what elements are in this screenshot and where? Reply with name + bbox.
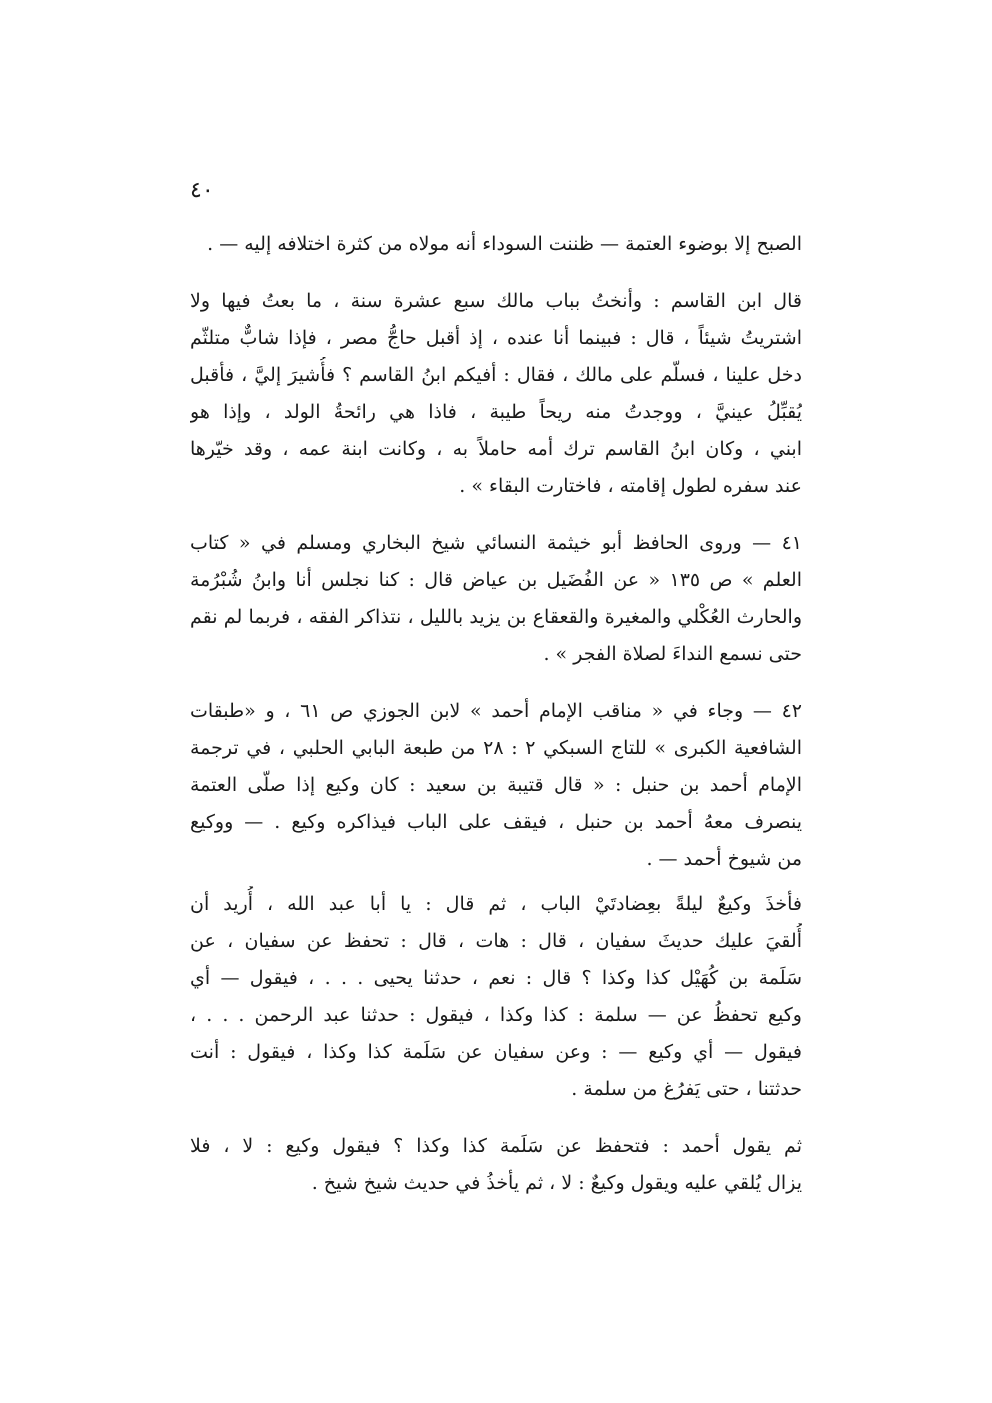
text-line: اشتريتُ شيئاً ، قال : فبينما أنا عنده ، إذ أقبل حاجُّ مصر ، فإذا شابٌّ متلثّم [190, 327, 802, 349]
paragraph-ibn-qasim [190, 283, 802, 505]
text-line: ثم يقول أحمد : فتحفظ عن سَلَمة كذا وكذا ؟ فيقول وكيع : لا ، فلا [190, 1135, 802, 1157]
paragraph-continuation [190, 226, 802, 263]
paragraph-waki [190, 886, 802, 1108]
paragraph-41 [190, 525, 802, 673]
text-line: ينصرف معهُ أحمد بن حنبل ، فيقف على الباب فيذاكره وكيع . — ووكيع [190, 811, 802, 833]
text-line: قال ابن القاسم : وأنختُ بباب مالك سبع عشرة سنة ، ما بعتُ فيها ولا [190, 290, 802, 312]
text-line: ابني ، وكان ابنُ القاسم ترك أمه حاملاً به ، وكانت ابنة عمه ، وقد خيّرها [190, 438, 802, 460]
text-line: سَلَمة بن كُهَيْل كذا وكذا ؟ قال : نعم ، حدثنا يحيى . . . ، فيقول — أي [190, 967, 802, 989]
text-line: يُقبِّلُ عينيَّ ، ووجدتُ منه ريحاً طيبة ، فاذا هي رائحةُ الولد ، وإذا هو [190, 401, 802, 423]
text-line: الشافعية الكبرى » للتاج السبكي ٢ : ٢٨ من طبعة البابي الحلبي ، في ترجمة [190, 737, 802, 759]
text-line: حتى نسمع النداءَ لصلاة الفجر » . [543, 643, 802, 665]
paragraph-42 [190, 693, 802, 878]
page-body [190, 226, 802, 1222]
text-line: العلم » ص ١٣٥ « عن الفُضَيل بن عياض قال : كنا نجلس أنا وابنُ شُبْرُمة [190, 569, 802, 591]
text-line: وكيع تحفظُ عن — سلمة : كذا وكذا ، فيقول : حدثنا عبد الرحمن . . . ، [190, 1004, 802, 1026]
text-line: فأخذَ وكيعٌ ليلةً بعِضادتَيْ الباب ، ثم قال : يا أبا عبد الله ، أُريد أن [190, 893, 802, 915]
text-line: من شيوخ أحمد — . [646, 848, 802, 870]
page-number: ٤٠ [190, 178, 214, 203]
text-line: ٤١ — وروى الحافظ أبو خيثمة النسائي شيخ البخاري ومسلم في « كتاب [190, 532, 802, 554]
text-line: الصبح إلا بوضوء العتمة — ظننت السوداء أنه مولاه من كثرة اختلافه إليه — . [207, 233, 802, 255]
text-line: فيقول — أي وكيع — : وعن سفيان عن سَلَمة كذا وكذا ، فيقول : أنت [190, 1041, 802, 1063]
text-line: دخل علينا ، فسلّم على مالك ، فقال : أفيكم ابنُ القاسم ؟ فأُشيرَ إليَّ ، فأقبل [190, 364, 802, 386]
text-line: عند سفره لطول إقامته ، فاختارت البقاء » . [459, 475, 802, 497]
text-line: أُلقيَ عليك حديثَ سفيان ، قال : هات ، قال : تحفظ عن سفيان ، عن [190, 930, 802, 952]
text-line: والحارث العُكْلي والمغيرة والقعقاع بن يزيد بالليل ، نتذاكر الفقه ، فربما لم نقم [190, 606, 802, 628]
text-line: يزال يُلقي عليه ويقول وكيعٌ : لا ، ثم يأخذُ في حديث شيخ شيخ . [311, 1172, 802, 1194]
text-line: حدثتنا ، حتى يَفرُغ من سلمة . [571, 1078, 802, 1100]
text-line: ٤٢ — وجاء في « مناقب الإمام أحمد » لابن الجوزي ص ٦١ ، و «طبقات [190, 700, 802, 722]
text-line: الإمام أحمد بن حنبل : « قال قتيبة بن سعيد : كان وكيع إذا صلّى العتمة [190, 774, 802, 796]
paragraph-ahmad [190, 1128, 802, 1202]
